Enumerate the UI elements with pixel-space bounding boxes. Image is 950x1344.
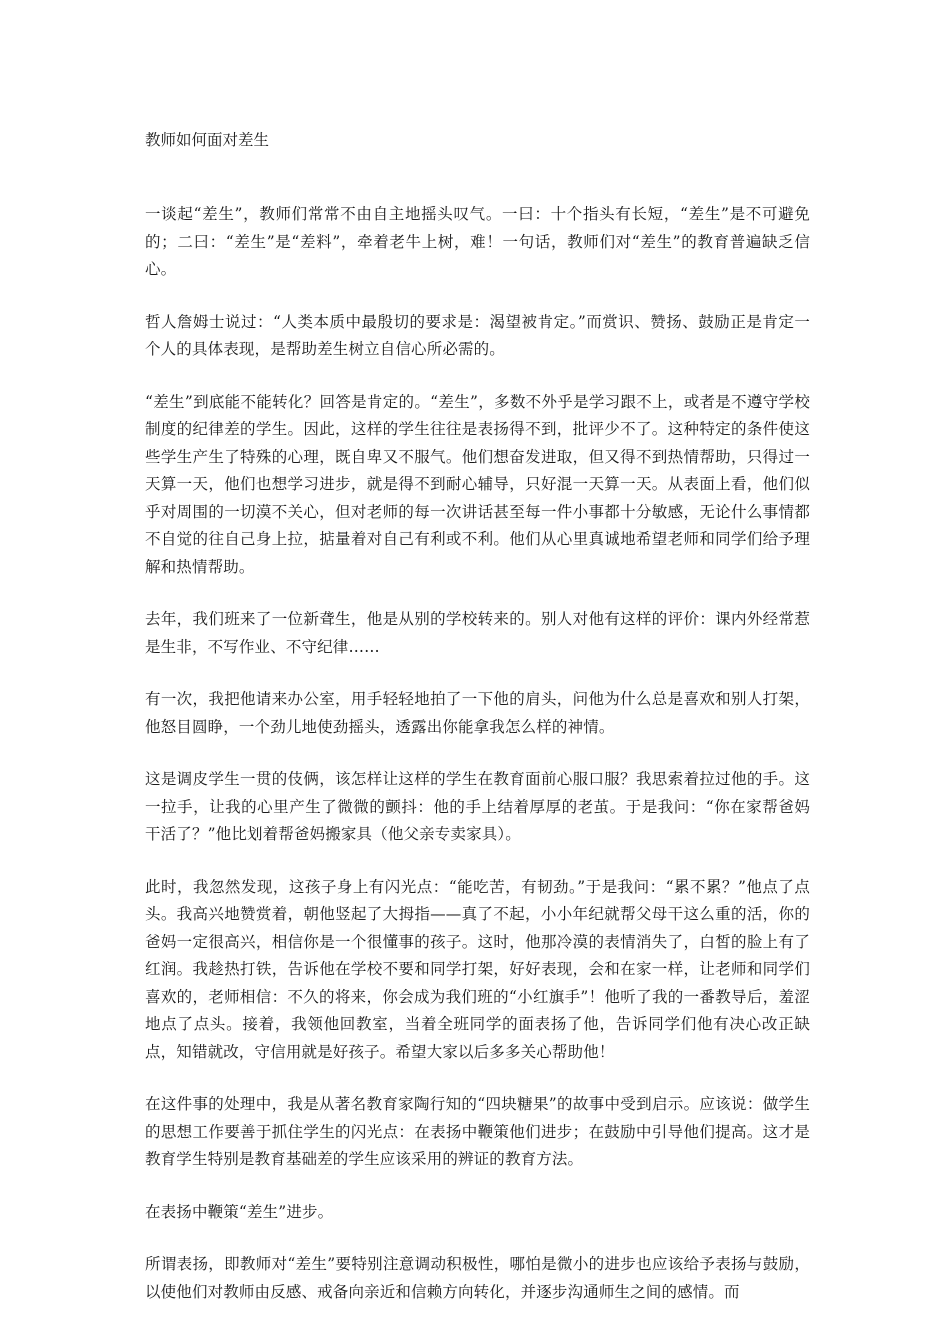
document-body (145, 201, 810, 1331)
paragraph-1: 一谈起“差生”，教师们常常不由自主地摇头叹气。一曰：十个指头有长短，“差生”是不可避免的；二曰：“差生”是“差料”，牵着老牛上树，难！一句话，教师们对“差生”的教育普遍缺乏信心。 (145, 205, 810, 278)
paragraph-9-subheading: 在表扬中鞭策“差生”进步。 (145, 1202, 334, 1221)
paragraph-6: 这是调皮学生一贯的伎俩，该怎样让这样的学生在教育面前心服口服？我思索着拉过他的手。这一拉手，让我的心里产生了微微的颤抖：他的手上结着厚厚的老茧。于是我问：“你在家帮爸妈干活了？”他比划着帮爸妈搬家具（他父亲专卖家具）。 (145, 770, 810, 843)
paragraph-8: 在这件事的处理中，我是从著名教育家陶行知的“四块糖果”的故事中受到启示。应该说：做学生的思想工作要善于抓住学生的闪光点：在表扬中鞭策他们进步；在鼓励中引导他们提高。这才是教育学生特别是教育基础差的学生应该采用的辨证的教育方法。 (145, 1095, 810, 1168)
paragraph-10: 所谓表扬，即教师对“差生”要特别注意调动积极性，哪怕是微小的进步也应该给予表扬与鼓励，以使他们对教师由反感、戒备向亲近和信赖方向转化，并逐步沟通师生之间的感情。而 (145, 1255, 810, 1301)
paragraph-4: 去年，我们班来了一位新聋生，他是从别的学校转来的。别人对他有这样的评价：课内外经常惹是生非，不写作业、不守纪律…… (145, 610, 810, 656)
paragraph-5: 有一次，我把他请来办公室，用手轻轻地拍了一下他的肩头，问他为什么总是喜欢和别人打架，他怒目圆睁，一个劲儿地使劲摇头，透露出你能拿我怎么样的神情。 (145, 690, 810, 736)
paragraph-2: 哲人詹姆士说过：“人类本质中最殷切的要求是：渴望被肯定。”而赏识、赞扬、鼓励正是肯定一个人的具体表现，是帮助差生树立自信心所必需的。 (145, 312, 810, 358)
document-title: 教师如何面对差生 (145, 131, 270, 149)
paragraph-3: “差生”到底能不能转化？回答是肯定的。“差生”，多数不外乎是学习跟不上，或者是不遵守学校制度的纪律差的学生。因此，这样的学生往往是表扬得不到，批评少不了。这种特定的条件使这些学生产生了特殊的心理，既自卑又不服气。他们想奋发进取，但又得不到热情帮助，只得过一天算一天，他们也想学习进步，就是得不到耐心辅导，只好混一天算一天。从表面上看，他们似乎对周围的一切漠不关心，但对老师的每一次讲话甚至每一件小事都十分敏感，无论什么事情都不自觉的往自己身上拉，掂量着对自己有利或不利。他们从心里真诚地希望老师和同学们给予理解和热情帮助。 (145, 392, 810, 576)
paragraph-7: 此时，我忽然发现，这孩子身上有闪光点：“能吃苦，有韧劲。”于是我问：“累不累？”他点了点头。我高兴地赞赏着，朝他竖起了大拇指——真了不起，小小年纪就帮父母干这么重的活，你的爸妈一定很高兴，相信你是一个很懂事的孩子。这时，他那冷漠的表情消失了，白皙的脸上有了红润。我趁热打铁，告诉他在学校不要和同学打架，好好表现，会和在家一样，让老师和同学们喜欢的，老师相信：不久的将来，你会成为我们班的“小红旗手”！他听了我的一番教导后，羞涩地点了点头。接着，我领他回教室，当着全班同学的面表扬了他，告诉同学们他有决心改正缺点，知错就改，守信用就是好孩子。希望大家以后多多关心帮助他！ (145, 877, 810, 1061)
